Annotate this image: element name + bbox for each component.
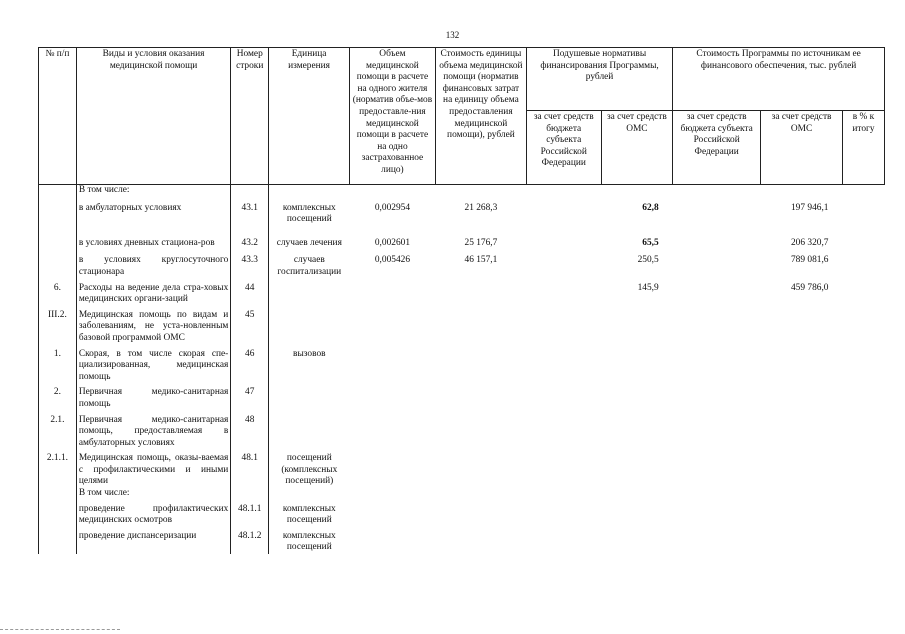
source-budget-cell xyxy=(673,488,761,500)
percap-budget-cell xyxy=(526,449,601,488)
header-number: № п/п xyxy=(39,48,77,185)
row-number-cell xyxy=(39,500,77,527)
header-budget: за счет средств бюджета субъекта Российской Федерации xyxy=(526,111,601,185)
care-type-cell: Медицинская помощь по видам и заболеваниям, не уста-новленным базовой программой ОМС xyxy=(76,306,230,345)
unit-cost-cell: 21 268,3 xyxy=(464,202,498,213)
volume-cell xyxy=(349,527,435,554)
table-row xyxy=(39,197,885,226)
percap-budget-cell xyxy=(526,383,601,410)
percap-oms-cell xyxy=(601,306,673,345)
row-code-cell: 48.1.2 xyxy=(231,527,269,554)
row-number-cell xyxy=(39,185,77,197)
percent-cell xyxy=(842,197,884,226)
source-budget-cell xyxy=(673,345,761,384)
unit-cell: комплексных посещений xyxy=(282,530,336,553)
volume-cell: 0,002954 xyxy=(374,202,410,213)
row-code-cell: 43.3 xyxy=(231,249,269,278)
source-oms-cell xyxy=(761,449,843,488)
header-unit: Единица измерения xyxy=(269,48,350,185)
volume-cell xyxy=(349,383,435,410)
unit-cost-cell xyxy=(435,411,526,450)
percap-budget-cell xyxy=(526,345,601,384)
row-number-cell: 2.1. xyxy=(39,411,77,450)
row-code-cell: 43.2 xyxy=(231,226,269,250)
care-type-cell: в условиях круглосуточного стационара xyxy=(76,249,230,278)
source-budget-cell xyxy=(673,383,761,410)
row-code-cell: 48.1 xyxy=(231,449,269,488)
percap-oms-cell: 62,8 xyxy=(642,202,659,213)
percap-oms-cell xyxy=(601,383,673,410)
care-type-cell: В том числе: xyxy=(76,488,230,500)
table-row xyxy=(39,306,885,345)
percent-cell xyxy=(842,449,884,488)
row-code-cell: 47 xyxy=(231,383,269,410)
percap-budget-cell xyxy=(526,527,601,554)
header-budget-source: за счет средств бюджета субъекта Российской Федерации xyxy=(673,111,761,185)
volume-cell: 0,005426 xyxy=(374,255,410,266)
source-budget-cell xyxy=(673,411,761,450)
care-type-cell: В том числе: xyxy=(76,185,230,197)
table-row xyxy=(39,500,885,527)
table-row xyxy=(39,449,885,488)
unit-cell xyxy=(269,411,350,450)
source-oms-cell xyxy=(761,345,843,384)
row-code-cell: 44 xyxy=(231,279,269,306)
unit-cost-cell xyxy=(435,449,526,488)
percent-cell xyxy=(842,383,884,410)
source-budget-cell xyxy=(673,226,761,250)
header-cost-by-source: Стоимость Программы по источникам ее финансового обеспечения, тыс. рублей xyxy=(673,48,885,111)
row-code-cell: 46 xyxy=(231,345,269,384)
row-number-cell: 2. xyxy=(39,383,77,410)
percap-oms-cell xyxy=(601,527,673,554)
source-oms-cell: 206 320,7 xyxy=(790,237,829,248)
percent-cell xyxy=(842,306,884,345)
care-type-cell: проведение диспансеризации xyxy=(76,527,230,554)
unit-cost-cell: 25 176,7 xyxy=(464,237,498,248)
percap-budget-cell xyxy=(526,185,601,197)
percap-oms-cell xyxy=(601,185,673,197)
percent-cell xyxy=(842,279,884,306)
volume-cell xyxy=(349,500,435,527)
table-row xyxy=(39,345,885,384)
percap-budget-cell xyxy=(526,197,601,226)
percap-oms-cell: 145,9 xyxy=(637,282,659,293)
row-number-cell xyxy=(39,226,77,250)
percent-cell xyxy=(842,185,884,197)
volume-cell xyxy=(349,185,435,197)
percent-cell xyxy=(842,500,884,527)
unit-cell: посещений (комплексных посещений) xyxy=(281,453,338,487)
care-type-cell: в амбулаторных условиях xyxy=(76,197,230,226)
source-oms-cell xyxy=(761,411,843,450)
row-code-cell: 48 xyxy=(231,411,269,450)
percap-budget-cell xyxy=(526,488,601,500)
unit-cell: случаев лечения xyxy=(276,237,342,248)
header-volume: Объем медицинской помощи в расчете на одного жителя (норматив объе-мов предоставле-ния медицинской помощи в расчете на одно застрахованное лицо) xyxy=(349,48,435,185)
percent-cell xyxy=(842,226,884,250)
percap-oms-cell xyxy=(601,488,673,500)
volume-cell xyxy=(349,279,435,306)
volume-cell xyxy=(349,411,435,450)
row-code-cell: 45 xyxy=(231,306,269,345)
volume-cell: 0,002601 xyxy=(374,237,410,248)
percent-cell xyxy=(842,249,884,278)
header-care-types: Виды и условия оказания медицинской помощи xyxy=(76,48,230,185)
table-row xyxy=(39,411,885,450)
header-percent: в % к итогу xyxy=(842,111,884,185)
row-code-cell xyxy=(231,488,269,500)
percent-cell xyxy=(842,527,884,554)
row-number-cell: 1. xyxy=(39,345,77,384)
percent-cell xyxy=(842,345,884,384)
care-type-cell: Первичная медико-санитарная помощь, предоставляемая в амбулаторных условиях xyxy=(76,411,230,450)
percap-budget-cell xyxy=(526,500,601,527)
care-type-cell: в условиях дневных стациона-ров xyxy=(76,226,230,250)
source-oms-cell xyxy=(761,500,843,527)
unit-cost-cell xyxy=(435,527,526,554)
percap-oms-cell xyxy=(601,500,673,527)
percap-budget-cell xyxy=(526,249,601,278)
unit-cost-cell xyxy=(435,488,526,500)
source-oms-cell: 197 946,1 xyxy=(790,202,829,213)
care-type-cell: Медицинская помощь, оказы-ваемая с профилактическими и иными целями xyxy=(76,449,230,488)
program-cost-table xyxy=(38,47,885,554)
source-budget-cell xyxy=(673,185,761,197)
unit-cell xyxy=(269,185,350,197)
volume-cell xyxy=(349,488,435,500)
percap-budget-cell xyxy=(526,411,601,450)
source-budget-cell xyxy=(673,449,761,488)
unit-cost-cell: 46 157,1 xyxy=(464,255,498,266)
row-number-cell xyxy=(39,527,77,554)
unit-cell xyxy=(269,383,350,410)
volume-cell xyxy=(349,306,435,345)
row-number-cell: 2.1.1. xyxy=(39,449,77,488)
header-oms-source: за счет средств ОМС xyxy=(761,111,843,185)
unit-cell: вызовов xyxy=(293,348,326,359)
row-number-cell xyxy=(39,488,77,500)
percap-budget-cell xyxy=(526,306,601,345)
volume-cell xyxy=(349,449,435,488)
source-oms-cell: 789 081,6 xyxy=(790,255,829,266)
percap-oms-cell xyxy=(601,345,673,384)
header-row-number: Номер строки xyxy=(231,48,269,185)
header-per-capita: Подушевые нормативы финансирования Программы, рублей xyxy=(526,48,672,111)
source-budget-cell xyxy=(673,279,761,306)
percap-oms-cell: 250,5 xyxy=(637,255,659,266)
source-oms-cell: 459 786,0 xyxy=(790,282,829,293)
unit-cost-cell xyxy=(435,279,526,306)
unit-cell xyxy=(269,306,350,345)
table-row xyxy=(39,249,885,278)
source-oms-cell xyxy=(761,383,843,410)
source-budget-cell xyxy=(673,527,761,554)
volume-cell xyxy=(349,345,435,384)
unit-cost-cell xyxy=(435,383,526,410)
row-number-cell: 6. xyxy=(39,279,77,306)
table-row xyxy=(39,185,885,197)
row-number-cell xyxy=(39,249,77,278)
unit-cost-cell xyxy=(435,306,526,345)
table-row xyxy=(39,226,885,250)
source-budget-cell xyxy=(673,197,761,226)
unit-cost-cell xyxy=(435,345,526,384)
row-code-cell: 48.1.1 xyxy=(231,500,269,527)
unit-cell: комплексных посещений xyxy=(282,202,336,225)
percent-cell xyxy=(842,488,884,500)
source-oms-cell xyxy=(761,488,843,500)
percap-oms-cell xyxy=(601,411,673,450)
percap-oms-cell xyxy=(601,449,673,488)
unit-cell xyxy=(269,488,350,500)
header-oms: за счет средств ОМС xyxy=(601,111,673,185)
source-oms-cell xyxy=(761,306,843,345)
care-type-cell: проведение профилактических медицинских осмотров xyxy=(76,500,230,527)
source-oms-cell xyxy=(761,185,843,197)
care-type-cell: Скорая, в том числе скорая спе-циализированная, медицинская помощь xyxy=(76,345,230,384)
unit-cost-cell xyxy=(435,500,526,527)
unit-cell: комплексных посещений xyxy=(282,503,336,526)
row-number-cell: III.2. xyxy=(39,306,77,345)
table-row xyxy=(39,527,885,554)
source-budget-cell xyxy=(673,306,761,345)
source-budget-cell xyxy=(673,500,761,527)
page-bottom-line xyxy=(0,629,120,630)
row-code-cell: 43.1 xyxy=(231,197,269,226)
table-row xyxy=(39,383,885,410)
source-oms-cell xyxy=(761,527,843,554)
percap-budget-cell xyxy=(526,226,601,250)
unit-cost-cell xyxy=(435,185,526,197)
unit-cell: случаев госпитализации xyxy=(277,255,342,277)
row-number-cell xyxy=(39,197,77,226)
table-row xyxy=(39,279,885,306)
unit-cell xyxy=(269,279,350,306)
percap-oms-cell: 65,5 xyxy=(642,237,659,248)
care-type-cell: Первичная медико-санитарная помощь xyxy=(76,383,230,410)
source-budget-cell xyxy=(673,249,761,278)
table-row xyxy=(39,488,885,500)
header-unit-cost: Стоимость единицы объема медицинской помощи (норматив финансовых затрат на единицу объема предоставления медицинской помощи), рублей xyxy=(435,48,526,185)
percent-cell xyxy=(842,411,884,450)
percap-budget-cell xyxy=(526,279,601,306)
row-code-cell xyxy=(231,185,269,197)
care-type-cell: Расходы на ведение дела стра-ховых медицинских органи-заций xyxy=(76,279,230,306)
page-number: 132 xyxy=(445,30,460,40)
